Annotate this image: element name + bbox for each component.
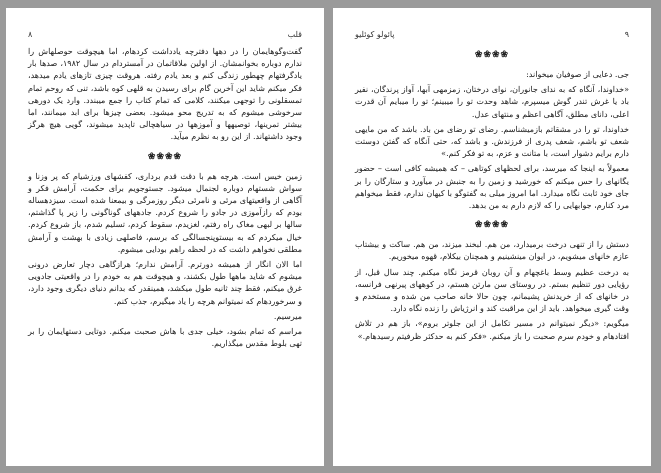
paragraph: به درخت عظیم وسط باغچهام و آن روبان قرمز نگاه میکنم. چند سال قبل، از رؤیایی دور تنظیم بستم. در روستای سن مارتن هستم، در کوههای پیرنهی فرانسه، در خانهای که از خریدنش پشیمانم، چون حالا خانه صاحب من شده و مستخدم و وقت گیری میخواهد. باید از این مراقبت کند و انرژیاش را زنده نگاه دارد. (355, 267, 629, 314)
left-page (6, 8, 324, 466)
paragraph: «خداوندا، آنگاه که به ندای جانوران، نوای درختان، زمزمهی آبها، آواز پرندگان، نفیر باد یا غرش تندر گوش میسپرم، شاهد وحدت تو را میبینم؛ تو را میبایم آن قدرت اعلی، دانای مطلق، آگاهی اعظم و منتهای عدل. (355, 85, 629, 119)
right-page-header (355, 30, 629, 42)
section-separator: ❀❀❀❀ (474, 50, 510, 60)
paragraph: میرسیم. (273, 311, 302, 321)
paragraph: اما الان انگار از همیشه دورترم. آرامش ندارم؛ هرازگاهی دچار تعارض درونی میشوم که شاید ماهها طول بکشند، و هیچوقت هم به خودم را در واقعیتی جادویی غرق میکنم، فقط چند ثانیه طول میکشد، همینقدر که بدانم دنیای دیگری وجود دارد، و سرخوردهام که نمیتوانم هرچه را یاد میگیرم، جذب کنم. (28, 260, 302, 306)
section-separator: ❀❀❀❀ (147, 151, 183, 162)
paragraph: خداوندا، تو را در مشقاتم بازمیشناسم. رضای تو رضای من باد. باشد که من مایهی شعف تو باشم، شعف پدری از فرزندش. و باشد که، حتی آنگاه که گفتن دوستت دارم برایم دشوار است، با متانت و عزم، به تو فکر کنم.» (355, 124, 629, 159)
paragraph: معمولاً به اینجا که میرسد، برای لحظهای کوتاهی – که همیشه کافی است – حضور یگانهای را حس میکنم که خورشید و زمین را به جنبش در میآورد و ستارگان را بر جای خود ثابت نگاه میدارد. اما امروز میلی به گفتوگو با کیهان ندارم، فقط میخواهم مرد کنارم، جوابهایی را که لازم دارم به من بدهد. (355, 164, 629, 211)
paragraph: میگویم: «دیگر نمیتوانم در مسیر تکامل از این جلوتر بروم»، باز هم در تلاش افتادهام و خودم سرم صحبت را باز میکنم. «فکر کنم به حدکثر ظرفیتم رسیدهام.» (355, 319, 629, 341)
right-page-number: ۹ (624, 30, 629, 39)
paragraph: گفت‌وگوهایمان را در دهها دفترچه یادداشت کردهام، اما هیچوقت حوصلهاش را ندارم دوباره بخوانمشان. از اولین ملاقاتمان در آمستردام در سال ۱۹۸۲، صدها بار یادگرفتهام چهطور زندگی کنم و بعد یادم رفته. هروقت چیزی تازهای یادم میدهد، فکر میکنم شاید این آخرین گام برای رسیدن به قلهی کوه باشد، تنی که روحم تمام تمسقلونی را توجهی میکنند، کلامی که تمام کتاب را جمع میبندد. وارد یک دورهی سرخوشی میشوم که به تدریج محو میشود. بعضی چیزها برای ابد میمانند، اما بیشتر تمرینها، توصیهها و آموزهها در سیاهچالی تاپدید میشوند، گویی هیچ هرگز وجود داشتهاند. از این رو به نظرم میآید. (28, 47, 302, 142)
right-page-running-title: پائولو کوئلیو (355, 30, 395, 39)
paragraph: جی. دعایی از صوفیان میخواند: (526, 70, 629, 79)
paragraph: زمین خیس است. هرچه هم با دقت قدم برداری، کفشهای ورزشیام که پر وزنا و سواش شستهام دوباره لجنمال میشود. جستوجویم برای حکمت، آرامش فکر و آگاهی از واقعیتهای مرئی و نامرئی دیگر روزمرگی و بیمعنا شده است. سیزدهساله بودم که رازآموزی در جادو را شروع کردم. جادههای گوناگونی را زیر پا گذاشتم، سالها بر لبهی مغاک راه رفتم، لغزیدم، سقوط کردم، تسلیم شدم، باز شروع کردم. خیال میکردم که به بیستوپنجسالگی که برسم، فاصلهی زیادی با بهشت و آرامش مطلقی نخواهم داشت که در لحظه راهم بودایی میشوم. (28, 171, 302, 254)
right-page (333, 8, 651, 466)
section-separator: ❀❀❀❀ (474, 220, 510, 231)
left-page-number: ۸ (28, 30, 33, 39)
paragraph: مراسم که تمام بشود، خیلی جدی با هاش صحبت میکنم. دوتایی دستهایمان را بر تهی بلوط مقدس میگذاریم. (28, 327, 302, 349)
left-page-running-title: قلب (287, 30, 302, 39)
left-page-header (28, 30, 302, 42)
paragraph: دستش را از تنهی درخت برمیدارد، من هم. لبخند میزند، من هم. ساکت و بیشتاب عازم خانهای میشویم، در ایوان مینشینیم و همچنان بیکلام، قهوه میخوریم. (355, 240, 629, 262)
